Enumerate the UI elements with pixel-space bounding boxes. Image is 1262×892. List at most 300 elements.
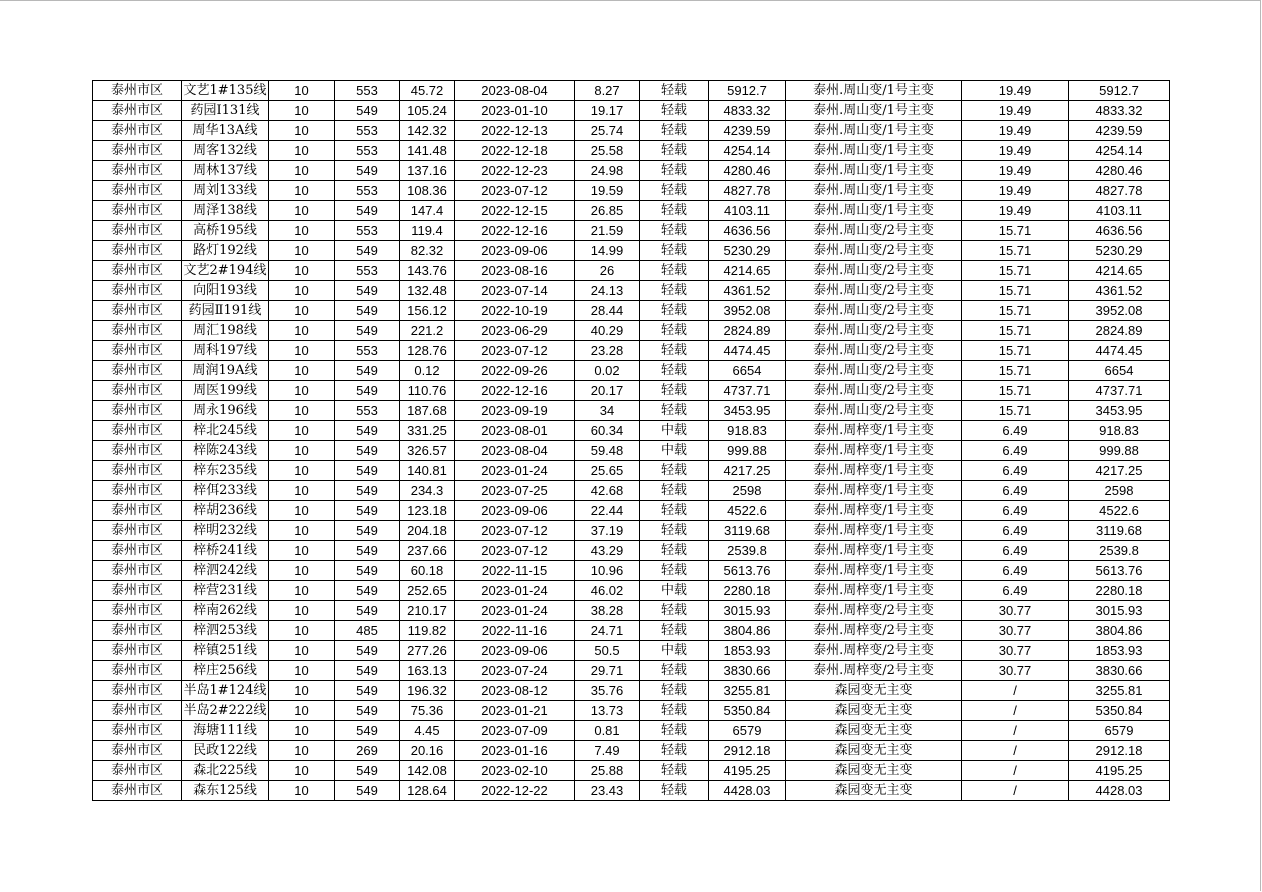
date-cell: 2023-08-12 xyxy=(455,681,575,701)
open-capacity-cell: 2539.8 xyxy=(1069,541,1170,561)
transformer-margin-cell: 6.49 xyxy=(962,441,1069,461)
available-capacity-cell: 4636.56 xyxy=(709,221,786,241)
load-status-cell: 轻载 xyxy=(640,541,709,561)
transformer-cell: 泰州.周山变/2号主变 xyxy=(786,361,962,381)
area-cell: 泰州市区 xyxy=(93,401,182,421)
voltage-cell: 10 xyxy=(269,661,335,681)
transformer-cell: 泰州.周梓变/1号主变 xyxy=(786,561,962,581)
rated-current-cell: 549 xyxy=(335,501,400,521)
line-name-cell: 梓东235线 xyxy=(182,461,269,481)
date-cell: 2022-12-13 xyxy=(455,121,575,141)
load-status-cell: 轻载 xyxy=(640,241,709,261)
voltage-cell: 10 xyxy=(269,341,335,361)
open-capacity-cell: 4103.11 xyxy=(1069,201,1170,221)
rated-current-cell: 549 xyxy=(335,321,400,341)
voltage-cell: 10 xyxy=(269,321,335,341)
date-cell: 2022-12-16 xyxy=(455,221,575,241)
voltage-cell: 10 xyxy=(269,741,335,761)
available-capacity-cell: 4239.59 xyxy=(709,121,786,141)
area-cell: 泰州市区 xyxy=(93,581,182,601)
available-capacity-cell: 4217.25 xyxy=(709,461,786,481)
open-capacity-cell: 3453.95 xyxy=(1069,401,1170,421)
date-cell: 2023-08-01 xyxy=(455,421,575,441)
load-rate-cell: 60.34 xyxy=(575,421,640,441)
open-capacity-cell: 5912.7 xyxy=(1069,81,1170,101)
available-capacity-cell: 4522.6 xyxy=(709,501,786,521)
voltage-cell: 10 xyxy=(269,101,335,121)
available-capacity-cell: 4254.14 xyxy=(709,141,786,161)
transformer-cell: 泰州.周山变/2号主变 xyxy=(786,341,962,361)
voltage-cell: 10 xyxy=(269,561,335,581)
date-cell: 2023-07-09 xyxy=(455,721,575,741)
open-capacity-cell: 4239.59 xyxy=(1069,121,1170,141)
voltage-cell: 10 xyxy=(269,221,335,241)
load-status-cell: 中载 xyxy=(640,421,709,441)
transformer-margin-cell: / xyxy=(962,681,1069,701)
max-current-cell: 75.36 xyxy=(400,701,455,721)
load-status-cell: 轻载 xyxy=(640,181,709,201)
rated-current-cell: 549 xyxy=(335,541,400,561)
transformer-cell: 泰州.周梓变/1号主变 xyxy=(786,501,962,521)
voltage-cell: 10 xyxy=(269,501,335,521)
available-capacity-cell: 4361.52 xyxy=(709,281,786,301)
load-status-cell: 轻载 xyxy=(640,621,709,641)
date-cell: 2023-01-16 xyxy=(455,741,575,761)
available-capacity-cell: 3952.08 xyxy=(709,301,786,321)
voltage-cell: 10 xyxy=(269,361,335,381)
max-current-cell: 326.57 xyxy=(400,441,455,461)
load-rate-cell: 38.28 xyxy=(575,601,640,621)
transformer-cell: 泰州.周山变/2号主变 xyxy=(786,321,962,341)
transformer-cell: 泰州.周山变/1号主变 xyxy=(786,161,962,181)
table-row xyxy=(93,561,1170,581)
max-current-cell: 156.12 xyxy=(400,301,455,321)
area-cell: 泰州市区 xyxy=(93,501,182,521)
transformer-cell: 泰州.周山变/1号主变 xyxy=(786,181,962,201)
date-cell: 2022-12-16 xyxy=(455,381,575,401)
open-capacity-cell: 999.88 xyxy=(1069,441,1170,461)
table-row xyxy=(93,501,1170,521)
open-capacity-cell: 5613.76 xyxy=(1069,561,1170,581)
load-status-cell: 轻载 xyxy=(640,401,709,421)
max-current-cell: 45.72 xyxy=(400,81,455,101)
load-status-cell: 轻载 xyxy=(640,321,709,341)
load-rate-cell: 0.02 xyxy=(575,361,640,381)
transformer-cell: 泰州.周梓变/2号主变 xyxy=(786,641,962,661)
load-rate-cell: 8.27 xyxy=(575,81,640,101)
load-rate-cell: 10.96 xyxy=(575,561,640,581)
open-capacity-cell: 4833.32 xyxy=(1069,101,1170,121)
load-rate-cell: 25.88 xyxy=(575,761,640,781)
transformer-margin-cell: 19.49 xyxy=(962,121,1069,141)
date-cell: 2023-02-10 xyxy=(455,761,575,781)
date-cell: 2023-01-24 xyxy=(455,581,575,601)
transformer-cell: 森园变无主变 xyxy=(786,741,962,761)
max-current-cell: 110.76 xyxy=(400,381,455,401)
rated-current-cell: 549 xyxy=(335,661,400,681)
voltage-cell: 10 xyxy=(269,701,335,721)
open-capacity-cell: 4737.71 xyxy=(1069,381,1170,401)
voltage-cell: 10 xyxy=(269,381,335,401)
area-cell: 泰州市区 xyxy=(93,181,182,201)
load-status-cell: 轻载 xyxy=(640,681,709,701)
voltage-cell: 10 xyxy=(269,621,335,641)
rated-current-cell: 485 xyxy=(335,621,400,641)
load-rate-cell: 25.65 xyxy=(575,461,640,481)
area-cell: 泰州市区 xyxy=(93,781,182,801)
table-body xyxy=(93,81,1170,801)
load-status-cell: 轻载 xyxy=(640,381,709,401)
area-cell: 泰州市区 xyxy=(93,461,182,481)
area-cell: 泰州市区 xyxy=(93,661,182,681)
date-cell: 2022-11-15 xyxy=(455,561,575,581)
max-current-cell: 331.25 xyxy=(400,421,455,441)
area-cell: 泰州市区 xyxy=(93,321,182,341)
rated-current-cell: 549 xyxy=(335,581,400,601)
rated-current-cell: 549 xyxy=(335,601,400,621)
table-row xyxy=(93,101,1170,121)
table-row xyxy=(93,361,1170,381)
line-name-cell: 路灯192线 xyxy=(182,241,269,261)
transformer-cell: 泰州.周山变/1号主变 xyxy=(786,121,962,141)
area-cell: 泰州市区 xyxy=(93,161,182,181)
line-name-cell: 梓庄256线 xyxy=(182,661,269,681)
feeder-load-table xyxy=(92,80,1170,801)
table-row xyxy=(93,201,1170,221)
rated-current-cell: 269 xyxy=(335,741,400,761)
area-cell: 泰州市区 xyxy=(93,521,182,541)
rated-current-cell: 549 xyxy=(335,301,400,321)
load-rate-cell: 13.73 xyxy=(575,701,640,721)
transformer-margin-cell: 6.49 xyxy=(962,421,1069,441)
table-row xyxy=(93,581,1170,601)
max-current-cell: 143.76 xyxy=(400,261,455,281)
open-capacity-cell: 4280.46 xyxy=(1069,161,1170,181)
rated-current-cell: 549 xyxy=(335,761,400,781)
table-row xyxy=(93,181,1170,201)
area-cell: 泰州市区 xyxy=(93,221,182,241)
date-cell: 2023-08-16 xyxy=(455,261,575,281)
transformer-margin-cell: 30.77 xyxy=(962,641,1069,661)
rated-current-cell: 549 xyxy=(335,161,400,181)
area-cell: 泰州市区 xyxy=(93,341,182,361)
voltage-cell: 10 xyxy=(269,161,335,181)
load-status-cell: 轻载 xyxy=(640,701,709,721)
rated-current-cell: 553 xyxy=(335,141,400,161)
available-capacity-cell: 4195.25 xyxy=(709,761,786,781)
transformer-margin-cell: 15.71 xyxy=(962,361,1069,381)
transformer-margin-cell: / xyxy=(962,701,1069,721)
date-cell: 2023-01-21 xyxy=(455,701,575,721)
available-capacity-cell: 4103.11 xyxy=(709,201,786,221)
rated-current-cell: 553 xyxy=(335,81,400,101)
transformer-cell: 泰州.周山变/2号主变 xyxy=(786,381,962,401)
transformer-cell: 泰州.周山变/2号主变 xyxy=(786,281,962,301)
voltage-cell: 10 xyxy=(269,541,335,561)
date-cell: 2022-12-15 xyxy=(455,201,575,221)
transformer-cell: 泰州.周梓变/1号主变 xyxy=(786,541,962,561)
transformer-margin-cell: 15.71 xyxy=(962,241,1069,261)
transformer-margin-cell: 30.77 xyxy=(962,661,1069,681)
table-row xyxy=(93,741,1170,761)
date-cell: 2023-07-12 xyxy=(455,541,575,561)
transformer-cell: 泰州.周山变/2号主变 xyxy=(786,401,962,421)
date-cell: 2023-01-24 xyxy=(455,601,575,621)
transformer-cell: 泰州.周梓变/2号主变 xyxy=(786,661,962,681)
max-current-cell: 60.18 xyxy=(400,561,455,581)
line-name-cell: 周润19A线 xyxy=(182,361,269,381)
open-capacity-cell: 2912.18 xyxy=(1069,741,1170,761)
rated-current-cell: 549 xyxy=(335,561,400,581)
load-rate-cell: 26.85 xyxy=(575,201,640,221)
table-row xyxy=(93,341,1170,361)
load-rate-cell: 19.59 xyxy=(575,181,640,201)
max-current-cell: 0.12 xyxy=(400,361,455,381)
line-name-cell: 梓明232线 xyxy=(182,521,269,541)
voltage-cell: 10 xyxy=(269,421,335,441)
table-row xyxy=(93,761,1170,781)
load-rate-cell: 23.43 xyxy=(575,781,640,801)
date-cell: 2023-07-12 xyxy=(455,341,575,361)
line-name-cell: 梓桥241线 xyxy=(182,541,269,561)
voltage-cell: 10 xyxy=(269,301,335,321)
load-rate-cell: 42.68 xyxy=(575,481,640,501)
voltage-cell: 10 xyxy=(269,441,335,461)
voltage-cell: 10 xyxy=(269,781,335,801)
available-capacity-cell: 5230.29 xyxy=(709,241,786,261)
area-cell: 泰州市区 xyxy=(93,601,182,621)
table-row xyxy=(93,321,1170,341)
area-cell: 泰州市区 xyxy=(93,421,182,441)
load-status-cell: 轻载 xyxy=(640,221,709,241)
transformer-margin-cell: 19.49 xyxy=(962,81,1069,101)
transformer-margin-cell: 6.49 xyxy=(962,541,1069,561)
area-cell: 泰州市区 xyxy=(93,81,182,101)
open-capacity-cell: 4827.78 xyxy=(1069,181,1170,201)
max-current-cell: 221.2 xyxy=(400,321,455,341)
load-rate-cell: 26 xyxy=(575,261,640,281)
available-capacity-cell: 3804.86 xyxy=(709,621,786,641)
date-cell: 2022-12-18 xyxy=(455,141,575,161)
date-cell: 2023-09-06 xyxy=(455,501,575,521)
table-row xyxy=(93,301,1170,321)
date-cell: 2023-08-04 xyxy=(455,441,575,461)
table-row xyxy=(93,461,1170,481)
load-status-cell: 轻载 xyxy=(640,461,709,481)
load-status-cell: 轻载 xyxy=(640,201,709,221)
table-row xyxy=(93,81,1170,101)
available-capacity-cell: 4280.46 xyxy=(709,161,786,181)
line-name-cell: 周林137线 xyxy=(182,161,269,181)
available-capacity-cell: 4214.65 xyxy=(709,261,786,281)
voltage-cell: 10 xyxy=(269,721,335,741)
available-capacity-cell: 2598 xyxy=(709,481,786,501)
available-capacity-cell: 3830.66 xyxy=(709,661,786,681)
area-cell: 泰州市区 xyxy=(93,241,182,261)
transformer-margin-cell: 6.49 xyxy=(962,581,1069,601)
area-cell: 泰州市区 xyxy=(93,261,182,281)
date-cell: 2023-01-10 xyxy=(455,101,575,121)
date-cell: 2023-07-12 xyxy=(455,521,575,541)
max-current-cell: 142.08 xyxy=(400,761,455,781)
open-capacity-cell: 2824.89 xyxy=(1069,321,1170,341)
table-row xyxy=(93,681,1170,701)
transformer-margin-cell: / xyxy=(962,761,1069,781)
table-row xyxy=(93,621,1170,641)
max-current-cell: 140.81 xyxy=(400,461,455,481)
max-current-cell: 20.16 xyxy=(400,741,455,761)
open-capacity-cell: 5350.84 xyxy=(1069,701,1170,721)
max-current-cell: 128.76 xyxy=(400,341,455,361)
rated-current-cell: 549 xyxy=(335,461,400,481)
line-name-cell: 梓胡236线 xyxy=(182,501,269,521)
available-capacity-cell: 3453.95 xyxy=(709,401,786,421)
transformer-cell: 泰州.周梓变/1号主变 xyxy=(786,481,962,501)
transformer-margin-cell: 30.77 xyxy=(962,621,1069,641)
load-rate-cell: 37.19 xyxy=(575,521,640,541)
load-status-cell: 轻载 xyxy=(640,601,709,621)
area-cell: 泰州市区 xyxy=(93,201,182,221)
line-name-cell: 周刘133线 xyxy=(182,181,269,201)
max-current-cell: 237.66 xyxy=(400,541,455,561)
voltage-cell: 10 xyxy=(269,681,335,701)
available-capacity-cell: 6654 xyxy=(709,361,786,381)
max-current-cell: 82.32 xyxy=(400,241,455,261)
line-name-cell: 周科197线 xyxy=(182,341,269,361)
transformer-margin-cell: 6.49 xyxy=(962,501,1069,521)
open-capacity-cell: 4522.6 xyxy=(1069,501,1170,521)
max-current-cell: 108.36 xyxy=(400,181,455,201)
table-row xyxy=(93,221,1170,241)
line-name-cell: 周泽138线 xyxy=(182,201,269,221)
line-name-cell: 文艺2#194线 xyxy=(182,261,269,281)
date-cell: 2022-09-26 xyxy=(455,361,575,381)
date-cell: 2023-07-25 xyxy=(455,481,575,501)
voltage-cell: 10 xyxy=(269,81,335,101)
area-cell: 泰州市区 xyxy=(93,541,182,561)
transformer-margin-cell: / xyxy=(962,781,1069,801)
transformer-cell: 泰州.周山变/1号主变 xyxy=(786,201,962,221)
load-status-cell: 中载 xyxy=(640,641,709,661)
voltage-cell: 10 xyxy=(269,401,335,421)
load-rate-cell: 29.71 xyxy=(575,661,640,681)
available-capacity-cell: 3015.93 xyxy=(709,601,786,621)
open-capacity-cell: 1853.93 xyxy=(1069,641,1170,661)
transformer-cell: 泰州.周山变/2号主变 xyxy=(786,301,962,321)
area-cell: 泰州市区 xyxy=(93,681,182,701)
max-current-cell: 187.68 xyxy=(400,401,455,421)
open-capacity-cell: 2280.18 xyxy=(1069,581,1170,601)
rated-current-cell: 553 xyxy=(335,401,400,421)
table-row xyxy=(93,241,1170,261)
rated-current-cell: 549 xyxy=(335,521,400,541)
line-name-cell: 梓泗253线 xyxy=(182,621,269,641)
rated-current-cell: 553 xyxy=(335,341,400,361)
transformer-margin-cell: 15.71 xyxy=(962,281,1069,301)
load-rate-cell: 7.49 xyxy=(575,741,640,761)
max-current-cell: 4.45 xyxy=(400,721,455,741)
available-capacity-cell: 4428.03 xyxy=(709,781,786,801)
transformer-margin-cell: 30.77 xyxy=(962,601,1069,621)
max-current-cell: 147.4 xyxy=(400,201,455,221)
max-current-cell: 119.4 xyxy=(400,221,455,241)
voltage-cell: 10 xyxy=(269,601,335,621)
open-capacity-cell: 2598 xyxy=(1069,481,1170,501)
load-status-cell: 轻载 xyxy=(640,281,709,301)
line-name-cell: 森东125线 xyxy=(182,781,269,801)
open-capacity-cell: 4195.25 xyxy=(1069,761,1170,781)
rated-current-cell: 549 xyxy=(335,481,400,501)
rated-current-cell: 549 xyxy=(335,681,400,701)
rated-current-cell: 549 xyxy=(335,781,400,801)
load-rate-cell: 21.59 xyxy=(575,221,640,241)
area-cell: 泰州市区 xyxy=(93,561,182,581)
open-capacity-cell: 4636.56 xyxy=(1069,221,1170,241)
table-row xyxy=(93,121,1170,141)
rated-current-cell: 549 xyxy=(335,361,400,381)
load-rate-cell: 0.81 xyxy=(575,721,640,741)
line-name-cell: 梓陈243线 xyxy=(182,441,269,461)
load-rate-cell: 25.74 xyxy=(575,121,640,141)
available-capacity-cell: 999.88 xyxy=(709,441,786,461)
load-rate-cell: 34 xyxy=(575,401,640,421)
transformer-margin-cell: 15.71 xyxy=(962,261,1069,281)
rated-current-cell: 553 xyxy=(335,261,400,281)
table-row xyxy=(93,641,1170,661)
transformer-margin-cell: 19.49 xyxy=(962,141,1069,161)
load-status-cell: 轻载 xyxy=(640,741,709,761)
area-cell: 泰州市区 xyxy=(93,361,182,381)
transformer-cell: 泰州.周梓变/1号主变 xyxy=(786,581,962,601)
open-capacity-cell: 4214.65 xyxy=(1069,261,1170,281)
max-current-cell: 204.18 xyxy=(400,521,455,541)
transformer-cell: 泰州.周梓变/1号主变 xyxy=(786,461,962,481)
rated-current-cell: 549 xyxy=(335,721,400,741)
available-capacity-cell: 1853.93 xyxy=(709,641,786,661)
transformer-margin-cell: 6.49 xyxy=(962,561,1069,581)
transformer-cell: 森园变无主变 xyxy=(786,761,962,781)
load-status-cell: 中载 xyxy=(640,441,709,461)
voltage-cell: 10 xyxy=(269,121,335,141)
transformer-cell: 泰州.周山变/2号主变 xyxy=(786,221,962,241)
load-status-cell: 轻载 xyxy=(640,501,709,521)
line-name-cell: 森北225线 xyxy=(182,761,269,781)
transformer-cell: 泰州.周山变/2号主变 xyxy=(786,241,962,261)
date-cell: 2023-09-06 xyxy=(455,241,575,261)
max-current-cell: 105.24 xyxy=(400,101,455,121)
area-cell: 泰州市区 xyxy=(93,441,182,461)
open-capacity-cell: 3952.08 xyxy=(1069,301,1170,321)
load-status-cell: 轻载 xyxy=(640,361,709,381)
date-cell: 2022-12-22 xyxy=(455,781,575,801)
available-capacity-cell: 2912.18 xyxy=(709,741,786,761)
open-capacity-cell: 4217.25 xyxy=(1069,461,1170,481)
rated-current-cell: 549 xyxy=(335,381,400,401)
open-capacity-cell: 3015.93 xyxy=(1069,601,1170,621)
rated-current-cell: 549 xyxy=(335,241,400,261)
date-cell: 2023-09-19 xyxy=(455,401,575,421)
rated-current-cell: 549 xyxy=(335,441,400,461)
area-cell: 泰州市区 xyxy=(93,101,182,121)
table-row xyxy=(93,541,1170,561)
available-capacity-cell: 3119.68 xyxy=(709,521,786,541)
line-name-cell: 梓泗242线 xyxy=(182,561,269,581)
max-current-cell: 137.16 xyxy=(400,161,455,181)
load-rate-cell: 40.29 xyxy=(575,321,640,341)
open-capacity-cell: 5230.29 xyxy=(1069,241,1170,261)
table-row xyxy=(93,701,1170,721)
open-capacity-cell: 3830.66 xyxy=(1069,661,1170,681)
